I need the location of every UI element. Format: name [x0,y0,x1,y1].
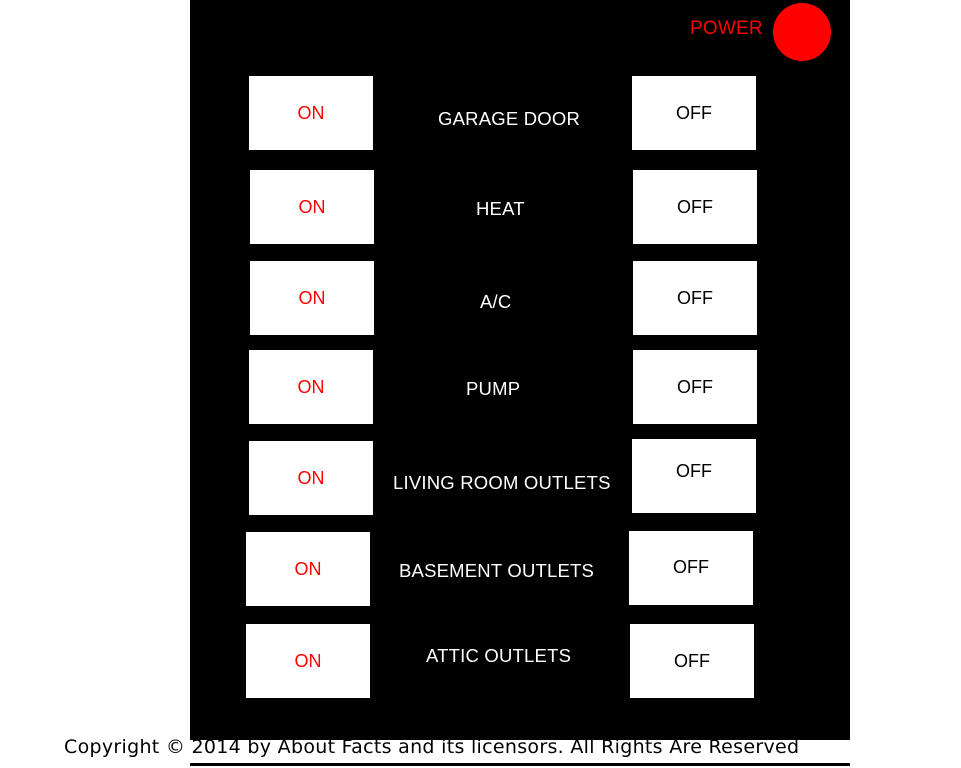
ac-on-button[interactable]: ON [250,261,374,335]
attic-outlets-on-button[interactable]: ON [246,624,370,698]
pump-off-button[interactable]: OFF [633,350,757,424]
pump-on-button[interactable]: ON [249,350,373,424]
garage-door-on-button[interactable]: ON [249,76,373,150]
living-room-outlets-on-button[interactable]: ON [249,441,373,515]
garage-door-off-button[interactable]: OFF [632,76,756,150]
heat-off-button[interactable]: OFF [633,170,757,244]
garage-door-label: GARAGE DOOR [438,108,580,129]
ac-label: A/C [480,291,512,312]
power-indicator-button[interactable] [773,3,831,61]
copyright-notice: Copyright © 2014 by About Facts and its licensors. All Rights Are Reserved [64,736,800,758]
power-label: POWER [690,18,763,39]
ac-off-button[interactable]: OFF [633,261,757,335]
heat-label: HEAT [476,198,525,219]
heat-on-button[interactable]: ON [250,170,374,244]
pump-label: PUMP [466,378,521,399]
living-room-outlets-off-button[interactable]: OFF [632,439,756,513]
living-room-outlets-label: LIVING ROOM OUTLETS [393,472,611,493]
attic-outlets-label: ATTIC OUTLETS [426,645,572,666]
bottom-divider [190,763,850,766]
basement-outlets-label: BASEMENT OUTLETS [399,560,595,581]
basement-outlets-on-button[interactable]: ON [246,532,370,606]
attic-outlets-off-button[interactable]: OFF [630,624,754,698]
basement-outlets-off-button[interactable]: OFF [629,531,753,605]
